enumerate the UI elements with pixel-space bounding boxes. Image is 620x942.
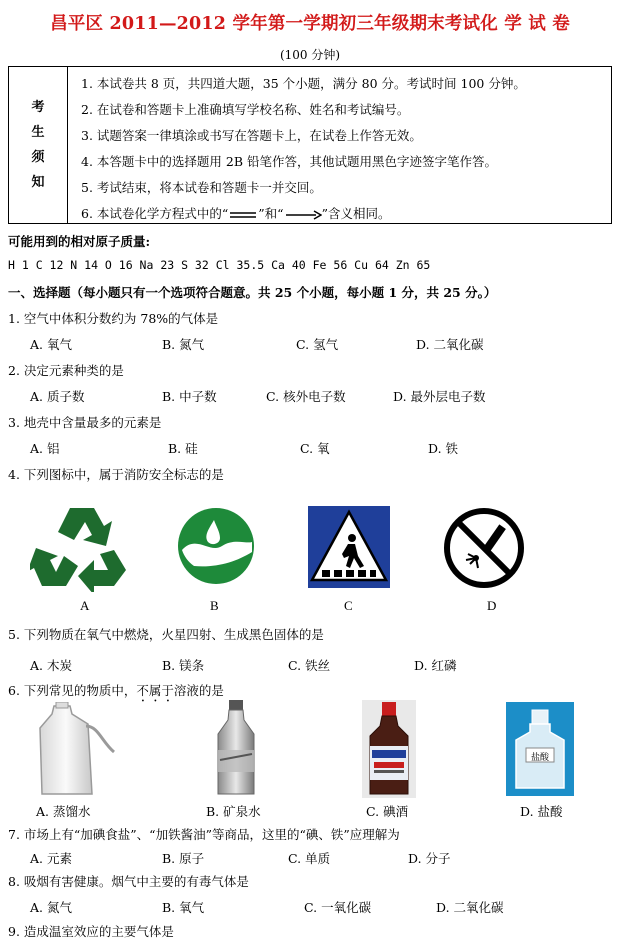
atomic-mass-heading: 可能用到的相对原子质量: — [8, 234, 151, 249]
reagent-label: 盐酸 — [530, 753, 549, 763]
exam-duration: (100 分钟) — [279, 48, 341, 62]
option: D. 红磷 — [414, 658, 457, 673]
question-stem-part: 溶液的是 — [173, 683, 224, 698]
reagent-bottle-graphic — [506, 702, 574, 796]
pedestrian-crossing-sign-icon — [308, 506, 390, 588]
no-fireworks-sign-icon — [444, 508, 524, 588]
notice-side-char: 须 — [31, 150, 45, 165]
mineral-water-bottle-image — [214, 700, 258, 798]
recycling-sign-icon — [30, 500, 132, 592]
option: A. 质子数 — [30, 389, 85, 404]
option: C. 一氧化碳 — [304, 900, 372, 915]
emphasized-text: 不属于 — [136, 683, 174, 698]
notice-item: 5. 考试结束，将本试卷和答题卡一并交回。 — [81, 180, 322, 195]
question-stem: 5. 下列物质在氧气中燃烧，火星四射、生成黑色固体的是 — [8, 627, 324, 642]
image-label: A — [80, 598, 90, 613]
option: C. 氢气 — [296, 337, 339, 352]
image-label: C — [344, 598, 353, 613]
notice-box — [8, 66, 612, 224]
question-stem: 9. 造成温室效应的主要气体是 — [8, 924, 174, 939]
notice-item: 1. 本试卷共 8 页，共四道大题，35 个小题，满分 80 分。考试时间 100 分钟。 — [81, 76, 526, 91]
option: D. 分子 — [408, 851, 451, 866]
option: B. 氧气 — [162, 900, 205, 915]
notice-item: 2. 在试卷和答题卡上准确填写学校名称、姓名和考试编号。 — [81, 102, 410, 117]
option: B. 矿泉水 — [206, 804, 261, 819]
question-stem: 7. 市场上有“加碘食盐”、“加铁酱油”等商品，这里的“碘、铁”应理解为 — [8, 827, 400, 842]
notice-side-char: 考 — [31, 100, 45, 115]
equals-arrow-icon — [228, 210, 258, 220]
question-stem: 4. 下列图标中，属于消防安全标志的是 — [8, 467, 224, 482]
option: B. 原子 — [162, 851, 205, 866]
option: C. 核外电子数 — [266, 389, 346, 404]
option: C. 单质 — [288, 851, 331, 866]
notice-item6-text: ”含义相同。 — [321, 206, 391, 221]
option: B. 硅 — [168, 441, 198, 456]
option: A. 蒸馏水 — [36, 804, 91, 819]
notice-item: 4. 本答题卡中的选择题用 2B 铅笔作答，其他试题用黑色字迹签字笔作答。 — [81, 154, 497, 169]
option: A. 氮气 — [30, 900, 72, 915]
option: B. 中子数 — [162, 389, 217, 404]
notice-item6-text: ”和“ — [258, 206, 284, 221]
question-stem: 2. 决定元素种类的是 — [8, 363, 124, 378]
option: D. 铁 — [428, 441, 459, 456]
notice-item6-text: 6. 本试卷化学方程式中的“ — [81, 206, 229, 221]
reagent-bottle-image — [506, 702, 574, 796]
iodine-tincture-bottle-image — [362, 700, 416, 798]
option: A. 木炭 — [30, 658, 72, 673]
option: B. 氮气 — [162, 337, 205, 352]
notice-item-6 — [81, 204, 390, 222]
option: A. 元素 — [30, 851, 72, 866]
atomic-mass-list: H 1 C 12 N 14 O 16 Na 23 S 32 Cl 35.5 Ca 40 Fe 56 Cu 64 Zn 65 — [8, 258, 431, 272]
option: C. 碘酒 — [366, 804, 409, 819]
question-stem-part: 6. 下列常见的物质中， — [8, 683, 137, 698]
green-water-sign-icon — [176, 506, 256, 586]
right-arrow-icon — [284, 210, 322, 220]
option: B. 镁条 — [162, 658, 205, 673]
option: A. 铝 — [30, 441, 60, 456]
option: D. 最外层电子数 — [393, 389, 486, 404]
notice-item: 3. 试题答案一律填涂或书写在答题卡上，在试卷上作答无效。 — [81, 128, 422, 143]
notice-side-char: 知 — [31, 175, 45, 190]
question-stem: 8. 吸烟有害健康。烟气中主要的有毒气体是 — [8, 874, 249, 889]
notice-side-char: 生 — [31, 125, 45, 140]
question-stem: 1. 空气中体积分数约为 78%的气体是 — [8, 311, 219, 326]
option: A. 氧气 — [30, 337, 72, 352]
option: D. 盐酸 — [520, 804, 563, 819]
option: D. 二氧化碳 — [436, 900, 504, 915]
wash-bottle-image — [36, 702, 120, 798]
image-label: D — [487, 598, 497, 613]
page-title: 昌平区 2011—2012 学年第一学期初三年级期末考试化 学 试 卷 — [50, 14, 570, 34]
question-stem: 3. 地壳中含量最多的元素是 — [8, 415, 162, 430]
image-label: B — [210, 598, 219, 613]
option: C. 氧 — [300, 441, 330, 456]
option: C. 铁丝 — [288, 658, 331, 673]
section-heading: 一、选择题（每小题只有一个选项符合题意。共 25 个小题，每小题 1 分，共 25 分。） — [8, 285, 497, 300]
option: D. 二氧化碳 — [416, 337, 484, 352]
notice-side-label — [9, 67, 68, 223]
